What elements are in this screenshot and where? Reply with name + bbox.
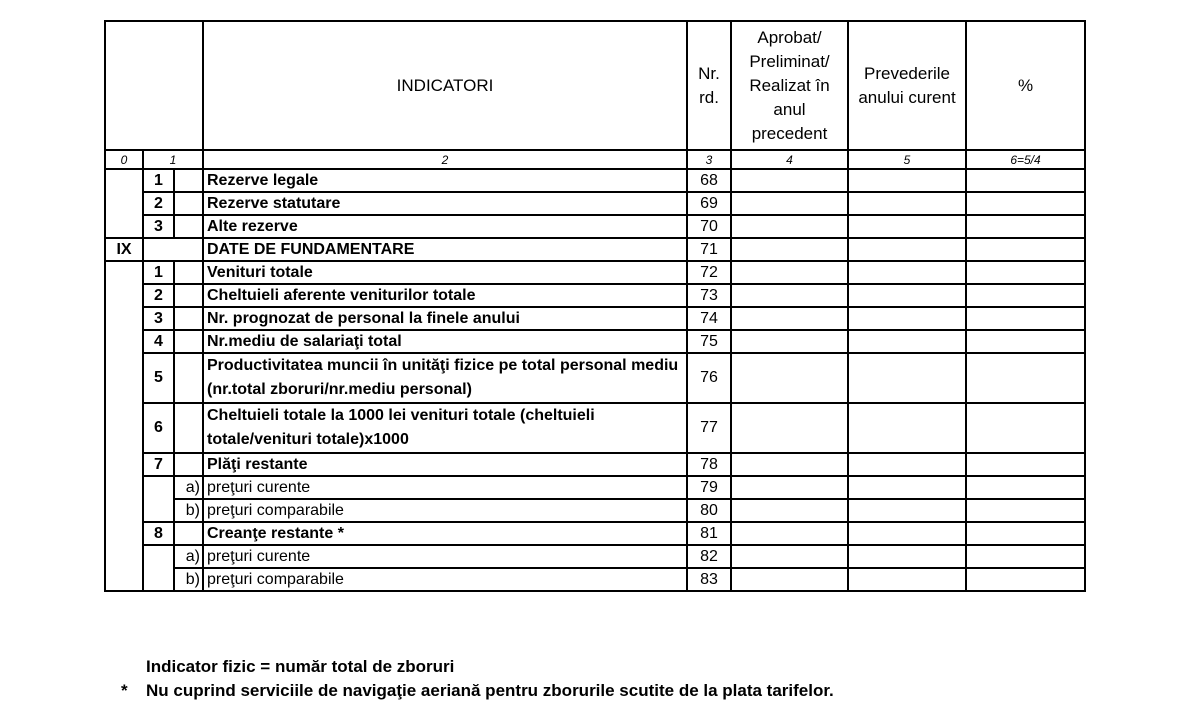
row-rd: 77 bbox=[687, 403, 731, 453]
cell-current-year[interactable] bbox=[848, 169, 966, 192]
row-number: 1 bbox=[143, 169, 174, 192]
row-number: 5 bbox=[143, 353, 174, 403]
section-label: DATE DE FUNDAMENTARE bbox=[203, 238, 687, 261]
row-label: preţuri comparabile bbox=[203, 568, 687, 591]
footnote-asterisk: * bbox=[121, 681, 128, 700]
row-label: Rezerve statutare bbox=[203, 192, 687, 215]
row-rd: 74 bbox=[687, 307, 731, 330]
colnum-6: 6=5/4 bbox=[966, 150, 1085, 169]
cell-current-year[interactable] bbox=[848, 261, 966, 284]
section-number: IX bbox=[105, 238, 143, 261]
row-rd: 83 bbox=[687, 568, 731, 591]
row-sub bbox=[174, 330, 203, 353]
row-sub bbox=[174, 169, 203, 192]
header-row bbox=[105, 21, 1085, 150]
row-label: Productivitatea muncii în unităţi fizice pe total personal mediu (nr.total zboruri/nr.mediu personal) bbox=[203, 353, 687, 403]
cell-percent[interactable] bbox=[966, 522, 1085, 545]
cell-current-year[interactable] bbox=[848, 545, 966, 568]
cell-previous-year[interactable] bbox=[731, 568, 848, 591]
row-sub bbox=[174, 453, 203, 476]
cell-percent[interactable] bbox=[966, 192, 1085, 215]
footnotes bbox=[121, 655, 834, 703]
row-label: Nr. prognozat de personal la finele anului bbox=[203, 307, 687, 330]
colnum-2: 2 bbox=[203, 150, 687, 169]
header-nr-rd: Nr. rd. bbox=[687, 21, 731, 150]
row-number: 7 bbox=[143, 453, 174, 476]
section-row bbox=[105, 238, 1085, 261]
row-sub: b) bbox=[174, 499, 203, 522]
indicator-table-container bbox=[104, 20, 1084, 592]
table-row bbox=[105, 353, 1085, 403]
row-number: 2 bbox=[143, 192, 174, 215]
colnum-0: 0 bbox=[105, 150, 143, 169]
cell-previous-year[interactable] bbox=[731, 403, 848, 453]
row-number: 3 bbox=[143, 215, 174, 238]
cell-percent[interactable] bbox=[966, 261, 1085, 284]
table-row bbox=[105, 192, 1085, 215]
row-number: 3 bbox=[143, 307, 174, 330]
row-sub: a) bbox=[174, 545, 203, 568]
row-sub bbox=[174, 284, 203, 307]
cell-percent[interactable] bbox=[966, 545, 1085, 568]
row-sub bbox=[174, 192, 203, 215]
cell-current-year[interactable] bbox=[848, 568, 966, 591]
cell-current-year[interactable] bbox=[848, 453, 966, 476]
table-row bbox=[105, 499, 1085, 522]
cell-current-year[interactable] bbox=[848, 522, 966, 545]
cell-previous-year[interactable] bbox=[731, 476, 848, 499]
cell-percent[interactable] bbox=[966, 499, 1085, 522]
row-label: Venituri totale bbox=[203, 261, 687, 284]
footnote-2 bbox=[121, 679, 834, 703]
footnote-1-text: Indicator fizic = număr total de zboruri bbox=[146, 657, 455, 676]
cell-current-year[interactable] bbox=[848, 307, 966, 330]
colnum-3: 3 bbox=[687, 150, 731, 169]
table-row bbox=[105, 330, 1085, 353]
row-label: Alte rezerve bbox=[203, 215, 687, 238]
row-number: 2 bbox=[143, 284, 174, 307]
cell-previous-year[interactable] bbox=[731, 545, 848, 568]
header-percent: % bbox=[966, 21, 1085, 150]
row-rd: 71 bbox=[687, 238, 731, 261]
cell-percent[interactable] bbox=[966, 169, 1085, 192]
cell-current-year[interactable] bbox=[848, 353, 966, 403]
row-label: Cheltuieli aferente veniturilor totale bbox=[203, 284, 687, 307]
table-row bbox=[105, 545, 1085, 568]
row-rd: 79 bbox=[687, 476, 731, 499]
table-row bbox=[105, 284, 1085, 307]
cell-current-year[interactable] bbox=[848, 284, 966, 307]
column-number-row bbox=[105, 150, 1085, 169]
row-rd: 73 bbox=[687, 284, 731, 307]
table-row bbox=[105, 403, 1085, 453]
indicator-table bbox=[104, 20, 1086, 592]
row-number bbox=[143, 545, 174, 591]
cell-percent[interactable] bbox=[966, 476, 1085, 499]
row-label: Creanţe restante * bbox=[203, 522, 687, 545]
row-rd: 70 bbox=[687, 215, 731, 238]
row-label: preţuri curente bbox=[203, 476, 687, 499]
cell-previous-year[interactable] bbox=[731, 453, 848, 476]
cell-percent[interactable] bbox=[966, 215, 1085, 238]
row-rd: 76 bbox=[687, 353, 731, 403]
row-rd: 82 bbox=[687, 545, 731, 568]
row-sub bbox=[174, 215, 203, 238]
footnote-2-text: Nu cuprind serviciile de navigaţie aeriană pentru zborurile scutite de la plata tarifelor. bbox=[146, 681, 834, 700]
cell-percent[interactable] bbox=[966, 238, 1085, 261]
table-row bbox=[105, 215, 1085, 238]
table-row bbox=[105, 261, 1085, 284]
row-rd: 81 bbox=[687, 522, 731, 545]
row-rd: 78 bbox=[687, 453, 731, 476]
row-sub bbox=[174, 261, 203, 284]
row-number: 1 bbox=[143, 261, 174, 284]
row-label: Nr.mediu de salariaţi total bbox=[203, 330, 687, 353]
row-number: 8 bbox=[143, 522, 174, 545]
colnum-5: 5 bbox=[848, 150, 966, 169]
row-number: 6 bbox=[143, 403, 174, 453]
row-rd: 80 bbox=[687, 499, 731, 522]
cell-previous-year[interactable] bbox=[731, 261, 848, 284]
header-current-year: Prevederile anului curent bbox=[848, 21, 966, 150]
table-row bbox=[105, 307, 1085, 330]
row-number: 4 bbox=[143, 330, 174, 353]
header-previous-year: Aprobat/ Preliminat/ Realizat în anul precedent bbox=[731, 21, 848, 150]
cell-percent[interactable] bbox=[966, 307, 1085, 330]
table-row bbox=[105, 476, 1085, 499]
row-label: Plăţi restante bbox=[203, 453, 687, 476]
table-row bbox=[105, 522, 1085, 545]
group-cell bbox=[105, 169, 143, 238]
table-row bbox=[105, 169, 1085, 192]
row-sub bbox=[174, 403, 203, 453]
cell-previous-year[interactable] bbox=[731, 238, 848, 261]
row-sub: a) bbox=[174, 476, 203, 499]
header-indicatori: INDICATORI bbox=[203, 21, 687, 150]
cell-current-year[interactable] bbox=[848, 403, 966, 453]
group-cell bbox=[105, 261, 143, 591]
cell-current-year[interactable] bbox=[848, 192, 966, 215]
colnum-1: 1 bbox=[143, 150, 203, 169]
cell-percent[interactable] bbox=[966, 330, 1085, 353]
cell-previous-year[interactable] bbox=[731, 522, 848, 545]
row-sub bbox=[174, 307, 203, 330]
cell-percent[interactable] bbox=[966, 284, 1085, 307]
table-row bbox=[105, 568, 1085, 591]
cell-current-year[interactable] bbox=[848, 215, 966, 238]
cell-previous-year[interactable] bbox=[731, 169, 848, 192]
row-label: Rezerve legale bbox=[203, 169, 687, 192]
cell-current-year[interactable] bbox=[848, 330, 966, 353]
row-label: preţuri comparabile bbox=[203, 499, 687, 522]
cell-percent[interactable] bbox=[966, 568, 1085, 591]
cell-previous-year[interactable] bbox=[731, 284, 848, 307]
row-number bbox=[143, 476, 174, 522]
cell-previous-year[interactable] bbox=[731, 307, 848, 330]
cell-current-year[interactable] bbox=[848, 499, 966, 522]
row-rd: 72 bbox=[687, 261, 731, 284]
colnum-4: 4 bbox=[731, 150, 848, 169]
table-row bbox=[105, 453, 1085, 476]
row-sub bbox=[174, 353, 203, 403]
header-blank-cell bbox=[105, 21, 203, 150]
footnote-1 bbox=[121, 655, 834, 679]
row-sub: b) bbox=[174, 568, 203, 591]
row-label: Cheltuieli totale la 1000 lei venituri totale (cheltuieli totale/venituri totale)x1000 bbox=[203, 403, 687, 453]
cell-percent[interactable] bbox=[966, 403, 1085, 453]
section-blank-cell bbox=[143, 238, 203, 261]
row-sub bbox=[174, 522, 203, 545]
row-rd: 68 bbox=[687, 169, 731, 192]
cell-percent[interactable] bbox=[966, 453, 1085, 476]
row-rd: 75 bbox=[687, 330, 731, 353]
cell-previous-year[interactable] bbox=[731, 330, 848, 353]
cell-previous-year[interactable] bbox=[731, 499, 848, 522]
cell-current-year[interactable] bbox=[848, 238, 966, 261]
cell-current-year[interactable] bbox=[848, 476, 966, 499]
row-rd: 69 bbox=[687, 192, 731, 215]
cell-previous-year[interactable] bbox=[731, 353, 848, 403]
cell-previous-year[interactable] bbox=[731, 192, 848, 215]
row-label: preţuri curente bbox=[203, 545, 687, 568]
cell-percent[interactable] bbox=[966, 353, 1085, 403]
cell-previous-year[interactable] bbox=[731, 215, 848, 238]
